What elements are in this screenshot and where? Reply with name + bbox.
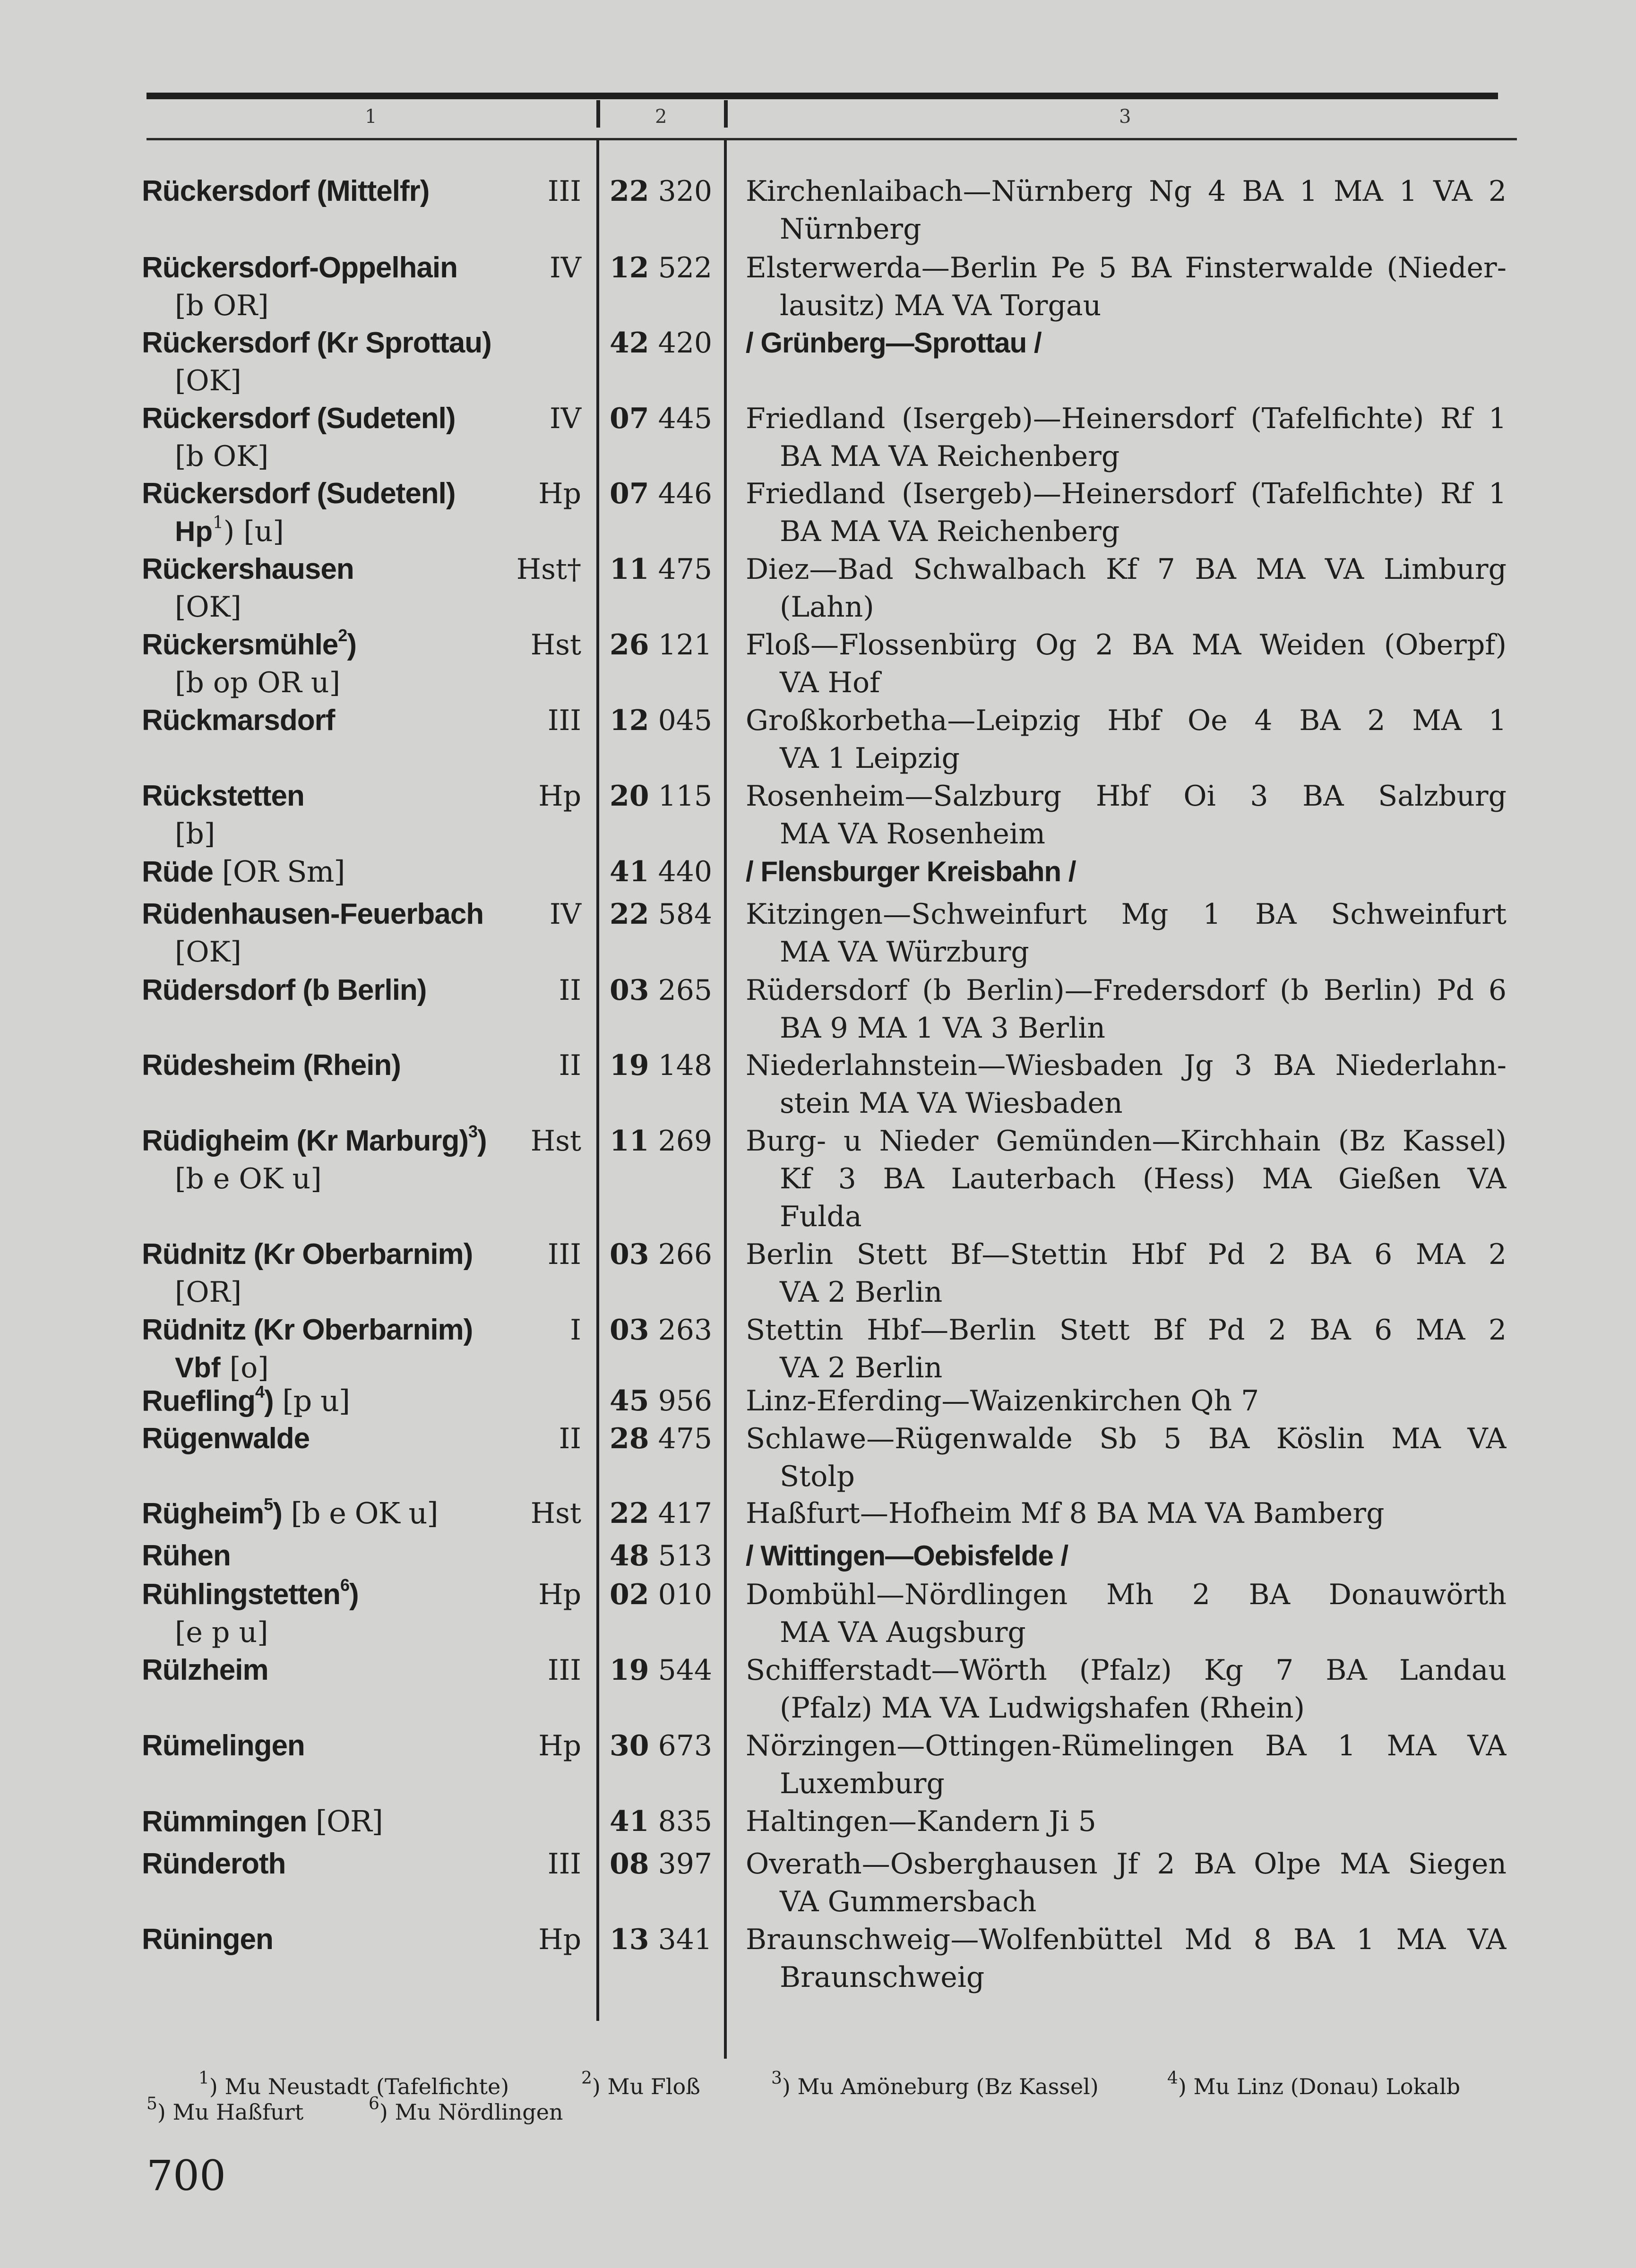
station-number-prefix: 41 — [610, 1805, 649, 1838]
station-name-text: Rüdigheim (Kr Marburg) — [142, 1125, 468, 1157]
route-line: Stettin Hbf—Berlin Stett Bf Pd 2 BA 6 MA 2 — [746, 1314, 1507, 1347]
route-line: Fulda — [780, 1200, 862, 1233]
station-name-text: Rülzheim — [142, 1654, 268, 1686]
footnote-2: $^2$) Mu Floß — [581, 2068, 700, 2099]
route-line: Kf 3 BA Lauterbach (Hess) MA Gießen VA — [780, 1162, 1507, 1195]
route-info — [746, 475, 1507, 550]
station-class: II — [559, 974, 581, 1007]
route-info — [746, 324, 1507, 362]
footnote-ref: 2 — [338, 626, 347, 645]
station-class: II — [559, 1422, 581, 1455]
station-subline-text: [e p u] — [175, 1616, 268, 1649]
station-name — [142, 1845, 285, 1883]
station-name-text: Rühlingstetten — [142, 1578, 340, 1611]
station-class: Hp — [538, 1578, 581, 1611]
station-number-prefix: 12 — [610, 251, 649, 284]
route-info — [746, 172, 1507, 248]
station-subline-text: [b] — [175, 817, 215, 850]
station-subline — [175, 588, 241, 626]
route-line: Schifferstadt—Wörth (Pfalz) Kg 7 BA Landau — [746, 1654, 1507, 1687]
station-number-prefix: 28 — [610, 1422, 649, 1455]
column-header-2: 2 — [655, 106, 667, 128]
station-number — [610, 626, 712, 664]
station-class: IV — [549, 402, 581, 435]
station-number-prefix: 30 — [610, 1729, 649, 1762]
route-line: Kirchenlaibach—Nürnberg Ng 4 BA 1 MA 1 VA 2 — [746, 175, 1507, 208]
station-number-prefix: 03 — [610, 1314, 649, 1347]
station-number-suffix: 673 — [658, 1729, 713, 1762]
route-info — [746, 400, 1507, 475]
station-number-prefix: 41 — [610, 855, 649, 888]
station-class: III — [547, 1654, 581, 1687]
station-name — [142, 1236, 473, 1273]
footnote-5: $^5$) Mu Haßfurt — [146, 2094, 304, 2125]
route-line: Kitzingen—Schweinfurt Mg 1 BA Schweinfurt — [746, 898, 1507, 931]
station-number-prefix: 03 — [610, 974, 649, 1007]
route-line: Braunschweig—Wolfenbüttel Md 8 BA 1 MA VA — [746, 1923, 1507, 1956]
station-name-text: Ründeroth — [142, 1847, 286, 1880]
station-class: Hp — [538, 1923, 581, 1956]
station-number — [610, 1382, 712, 1420]
station-name-text: Rückersdorf (Mittelfr) — [142, 175, 430, 207]
route-line: Berlin Stett Bf—Stettin Hbf Pd 2 BA 6 MA 2 — [746, 1238, 1507, 1271]
station-number-prefix: 42 — [610, 326, 649, 360]
station-name-text: Rümmingen — [142, 1805, 307, 1838]
route-line: / Grünberg—Sprottau / — [746, 327, 1042, 359]
route-line: Luxemburg — [780, 1767, 945, 1800]
station-name — [142, 172, 429, 210]
station-number-suffix: 956 — [658, 1384, 713, 1418]
station-subline — [175, 1160, 322, 1198]
station-number — [610, 1921, 712, 1959]
station-class: III — [547, 175, 581, 208]
route-line: (Lahn) — [780, 591, 874, 624]
station-number — [610, 1236, 712, 1273]
station-number-suffix: 445 — [658, 402, 713, 435]
station-number — [610, 249, 712, 287]
station-class: Hst — [530, 1497, 581, 1530]
route-line: / Wittingen—Oebisfelde / — [746, 1540, 1068, 1572]
column-divider-2 — [724, 140, 727, 2059]
footnote-ref: 5 — [264, 1495, 273, 1514]
station-number — [610, 1651, 712, 1689]
station-number-suffix: 584 — [658, 898, 713, 931]
station-name — [142, 550, 354, 588]
route-line: Nörzingen—Ottingen-Rümelingen BA 1 MA VA — [746, 1729, 1507, 1762]
station-name — [142, 853, 345, 891]
station-number-prefix: 22 — [610, 175, 649, 208]
station-subline — [175, 287, 269, 325]
station-number-prefix: 26 — [610, 628, 649, 662]
column-divider-1 — [596, 140, 599, 2021]
footnote-6: $^6$) Mu Nördlingen — [369, 2094, 563, 2125]
station-name-text: Rückstetten — [142, 780, 304, 812]
station-number-prefix: 19 — [610, 1654, 649, 1687]
station-class: Hp — [538, 477, 581, 510]
station-name: Rühlingstetten$^6$) — [142, 1575, 359, 1611]
station-name — [142, 1727, 305, 1765]
station-name-text: Rüdnitz (Kr Oberbarnim) — [142, 1238, 473, 1271]
station-number-prefix: 22 — [610, 1497, 649, 1530]
station-number-suffix: 121 — [658, 628, 713, 662]
station-name — [142, 400, 456, 438]
station-number-prefix: 07 — [610, 477, 649, 510]
route-info — [746, 1803, 1507, 1840]
station-name-text: Rügheim — [142, 1497, 264, 1530]
station-number — [610, 777, 712, 815]
station-number — [610, 1122, 712, 1160]
station-number — [610, 1311, 712, 1349]
footnote-ref: 4 — [255, 1382, 265, 1402]
station-subline-text: [OR] — [175, 1276, 242, 1309]
station-number-suffix: 544 — [658, 1654, 713, 1687]
station-name-text: Rückersdorf (Sudetenl) — [142, 477, 456, 510]
station-name — [142, 702, 335, 739]
station-class: III — [547, 1847, 581, 1881]
route-line: MA VA Rosenheim — [780, 817, 1045, 850]
station-name-text: Rügenwalde — [142, 1422, 310, 1455]
route-line: Friedland (Isergeb)—Heinersdorf (Tafelfichte) Rf 1 — [746, 477, 1507, 510]
route-info — [746, 971, 1507, 1047]
station-subline: Hp$^1$) [u] — [175, 513, 284, 548]
route-info — [746, 1236, 1507, 1311]
route-line: Schlawe—Rügenwalde Sb 5 BA Köslin MA VA — [746, 1422, 1507, 1455]
route-line: Haltingen—Kandern Ji 5 — [746, 1805, 1096, 1838]
station-subline — [175, 664, 340, 702]
route-info — [746, 895, 1507, 971]
route-line: BA MA VA Reichenberg — [780, 440, 1120, 473]
route-info — [746, 777, 1507, 853]
station-subline-text: [b OK] — [175, 440, 269, 473]
route-info — [746, 1047, 1507, 1122]
route-line: Dombühl—Nördlingen Mh 2 BA Donauwörth — [746, 1578, 1507, 1611]
station-name-text: Rühen — [142, 1539, 231, 1572]
station-name-text: Rüdersdorf (b Berlin) — [142, 974, 427, 1006]
station-name-text: Rüningen — [142, 1923, 273, 1956]
station-name — [142, 324, 491, 362]
station-number-suffix: 269 — [658, 1125, 713, 1158]
station-number-prefix: 22 — [610, 898, 649, 931]
route-line: Nürnberg — [780, 213, 921, 246]
route-line: lausitz) MA VA Torgau — [780, 289, 1102, 322]
column-header-1: 1 — [365, 106, 377, 128]
route-line: BA MA VA Reichenberg — [780, 515, 1120, 548]
station-number — [610, 1727, 712, 1765]
route-info — [746, 1576, 1507, 1651]
station-number-suffix: 320 — [658, 175, 713, 208]
station-name: Rügheim$^5$) [b e OK u] — [142, 1495, 438, 1530]
route-info — [746, 1122, 1507, 1236]
station-name — [142, 1420, 310, 1458]
station-number — [610, 1495, 712, 1532]
route-info — [746, 1382, 1507, 1420]
station-number — [610, 1537, 712, 1575]
route-line: (Pfalz) MA VA Ludwigshafen (Rhein) — [780, 1692, 1305, 1725]
route-info — [746, 626, 1507, 702]
station-subline-text: [b op OR u] — [175, 666, 340, 699]
station-number-prefix: 11 — [610, 1125, 649, 1158]
route-info — [746, 702, 1507, 777]
route-info — [746, 1845, 1507, 1921]
station-name — [142, 249, 457, 287]
station-number-suffix: 522 — [658, 251, 713, 284]
station-name — [142, 1537, 231, 1575]
route-info — [746, 1311, 1507, 1387]
station-name: Ruefling$^4$) [p u] — [142, 1382, 350, 1418]
station-name-text: Rückershausen — [142, 553, 354, 585]
station-number-suffix: 265 — [658, 974, 713, 1007]
station-name — [142, 1311, 473, 1349]
station-subline-text: [OK] — [175, 591, 241, 624]
station-note: [OR] — [307, 1804, 383, 1838]
station-class: Hst — [530, 628, 581, 662]
station-name-text: Rückersdorf (Sudetenl) — [142, 402, 456, 435]
header-divider-2 — [724, 100, 728, 128]
station-number — [610, 1845, 712, 1883]
route-line: BA 9 MA 1 VA 3 Berlin — [780, 1012, 1106, 1045]
station-number-suffix: 045 — [658, 704, 713, 737]
station-name-text: Rüdenhausen-Feuerbach — [142, 898, 484, 930]
station-name-text: Rückersdorf (Kr Sprottau) — [142, 326, 491, 359]
station-number — [610, 853, 712, 891]
route-line: Overath—Osberghausen Jf 2 BA Olpe MA Siegen — [746, 1847, 1507, 1881]
footnote-ref: 6 — [340, 1575, 350, 1595]
route-line: MA VA Würzburg — [780, 936, 1029, 969]
route-info — [746, 1727, 1507, 1803]
footnote-ref: 3 — [468, 1122, 478, 1142]
route-line: Friedland (Isergeb)—Heinersdorf (Tafelfichte) Rf 1 — [746, 402, 1507, 435]
station-number-prefix: 13 — [610, 1923, 649, 1956]
station-class: IV — [549, 251, 581, 284]
station-number-prefix: 02 — [610, 1578, 649, 1611]
route-info — [746, 1495, 1507, 1532]
station-class: Hp — [538, 780, 581, 813]
route-line: Haßfurt—Hofheim Mf 8 BA MA VA Bamberg — [746, 1497, 1385, 1530]
route-line: stein MA VA Wiesbaden — [780, 1087, 1123, 1120]
station-subline — [175, 438, 268, 475]
station-class: III — [547, 1238, 581, 1271]
station-class: I — [570, 1314, 581, 1347]
station-number-prefix: 12 — [610, 704, 649, 737]
route-line: Elsterwerda—Berlin Pe 5 BA Finsterwalde (Nieder- — [746, 251, 1507, 284]
route-info — [746, 1651, 1507, 1727]
station-subline — [175, 362, 241, 400]
station-name — [142, 971, 426, 1009]
station-name — [142, 1921, 273, 1959]
station-name — [142, 1047, 401, 1084]
route-line: MA VA Augsburg — [780, 1616, 1026, 1649]
route-line: Burg- u Nieder Gemünden—Kirchhain (Bz Kassel) — [746, 1125, 1507, 1158]
station-name — [142, 1803, 383, 1841]
top-rule — [146, 93, 1498, 99]
route-line: Großkorbetha—Leipzig Hbf Oe 4 BA 2 MA 1 — [746, 704, 1507, 737]
station-name: Rüdigheim (Kr Marburg)$^3$) — [142, 1122, 487, 1157]
station-number-suffix: 440 — [658, 855, 713, 888]
station-name: Rückersmühle$^2$) — [142, 626, 356, 661]
station-subline — [175, 1614, 268, 1651]
route-line: Braunschweig — [780, 1961, 985, 1994]
station-class: III — [547, 704, 581, 737]
station-number — [610, 475, 712, 513]
station-number-suffix: 420 — [658, 326, 713, 360]
route-line: VA 1 Leipzig — [780, 742, 960, 775]
route-line: VA 2 Berlin — [780, 1276, 943, 1309]
route-line: VA Gummersbach — [780, 1885, 1037, 1918]
station-number-suffix: 417 — [658, 1497, 713, 1530]
station-number-suffix: 148 — [658, 1049, 713, 1082]
station-number — [610, 324, 712, 362]
station-note: [p u] — [273, 1383, 350, 1418]
station-class: IV — [549, 898, 581, 931]
footnote-ref: 1 — [212, 513, 224, 533]
station-subline — [175, 1273, 241, 1311]
footnote-1: $^1$) Mu Neustadt (Tafelfichte) — [198, 2068, 509, 2099]
station-class: II — [559, 1049, 581, 1082]
station-number — [610, 971, 712, 1009]
header-rule — [146, 138, 1517, 140]
station-number — [610, 400, 712, 438]
route-line: Floß—Flossenbürg Og 2 BA MA Weiden (Oberpf) — [746, 628, 1507, 662]
station-number — [610, 895, 712, 933]
station-number — [610, 1420, 712, 1458]
station-name — [142, 777, 304, 815]
station-name — [142, 895, 483, 933]
station-number-prefix: 20 — [610, 780, 649, 813]
station-number-suffix: 263 — [658, 1314, 713, 1347]
route-line: Linz-Eferding—Waizenkirchen Qh 7 — [746, 1384, 1259, 1418]
route-info — [746, 1921, 1507, 1996]
route-info — [746, 1420, 1507, 1495]
station-class: Hp — [538, 1729, 581, 1762]
station-subline-text: [OK] — [175, 364, 241, 397]
station-number — [610, 1576, 712, 1614]
route-line: Rüdersdorf (b Berlin)—Fredersdorf (b Berlin) Pd 6 — [746, 974, 1507, 1007]
station-subline-text: [b e OK u] — [175, 1162, 322, 1195]
station-number — [610, 172, 712, 210]
station-number-suffix: 115 — [658, 780, 713, 813]
station-note: [OR Sm] — [213, 854, 345, 889]
station-number-prefix: 45 — [610, 1384, 649, 1418]
station-subline — [175, 933, 241, 971]
station-number — [610, 550, 712, 588]
station-number-suffix: 266 — [658, 1238, 713, 1271]
station-number — [610, 1047, 712, 1084]
column-header-3: 3 — [1119, 106, 1131, 128]
station-subline-text: Vbf — [175, 1352, 221, 1383]
footnote-3: $^3$) Mu Amöneburg (Bz Kassel) — [771, 2068, 1099, 2099]
station-name — [142, 1651, 268, 1689]
route-info — [746, 249, 1507, 325]
station-subline — [175, 1349, 269, 1387]
station-name-text: Rückmarsdorf — [142, 704, 335, 737]
route-line: VA 2 Berlin — [780, 1351, 943, 1384]
route-info — [746, 1537, 1507, 1575]
station-number-prefix: 07 — [610, 402, 649, 435]
station-number-prefix: 08 — [610, 1847, 649, 1881]
station-number — [610, 702, 712, 739]
station-number-suffix: 513 — [658, 1539, 713, 1572]
station-number-prefix: 03 — [610, 1238, 649, 1271]
station-name-text: Rüdnitz (Kr Oberbarnim) — [142, 1314, 473, 1346]
station-number-prefix: 11 — [610, 553, 649, 586]
route-line: / Flensburger Kreisbahn / — [746, 856, 1076, 887]
station-name — [142, 475, 456, 513]
route-line: Rosenheim—Salzburg Hbf Oi 3 BA Salzburg — [746, 780, 1507, 813]
station-subline-text: [b OR] — [175, 289, 269, 322]
station-class: Hst† — [516, 553, 581, 586]
station-note: [u] — [234, 515, 284, 548]
station-subline-text: Hp — [175, 515, 213, 547]
station-name-text: Rüdesheim (Rhein) — [142, 1049, 401, 1082]
station-number-suffix: 475 — [658, 553, 713, 586]
station-note: [b e OK u] — [282, 1496, 438, 1530]
station-number-suffix: 446 — [658, 477, 713, 510]
station-subline — [175, 815, 215, 853]
route-line: Stolp — [780, 1460, 855, 1493]
station-number-prefix: 48 — [610, 1539, 649, 1572]
route-line: VA Hof — [780, 666, 880, 699]
station-subline-text: [OK] — [175, 936, 241, 969]
station-name-text: Rüde — [142, 856, 213, 888]
station-name-text: Rückersdorf-Oppelhain — [142, 251, 457, 284]
station-name-text: Rückersmühle — [142, 628, 338, 661]
header-divider-1 — [596, 100, 600, 128]
station-number — [610, 1803, 712, 1840]
route-line: Niederlahnstein—Wiesbaden Jg 3 BA Niederlahn- — [746, 1049, 1507, 1082]
route-line: Diez—Bad Schwalbach Kf 7 BA MA VA Limburg — [746, 553, 1507, 586]
route-info — [746, 853, 1507, 891]
route-info — [746, 550, 1507, 626]
page-number: 700 — [146, 2151, 226, 2200]
station-number-suffix: 475 — [658, 1422, 713, 1455]
station-number-prefix: 19 — [610, 1049, 649, 1082]
station-number-suffix: 010 — [658, 1578, 713, 1611]
footnote-4: $^4$) Mu Linz (Donau) Lokalb — [1167, 2068, 1461, 2099]
station-name-text: Rümelingen — [142, 1729, 305, 1762]
station-class: Hst — [530, 1125, 581, 1158]
station-number-suffix: 397 — [658, 1847, 713, 1881]
station-number-suffix: 341 — [658, 1923, 713, 1956]
station-name-text: Ruefling — [142, 1385, 255, 1418]
station-note: [o] — [220, 1351, 269, 1384]
station-number-suffix: 835 — [658, 1805, 713, 1838]
